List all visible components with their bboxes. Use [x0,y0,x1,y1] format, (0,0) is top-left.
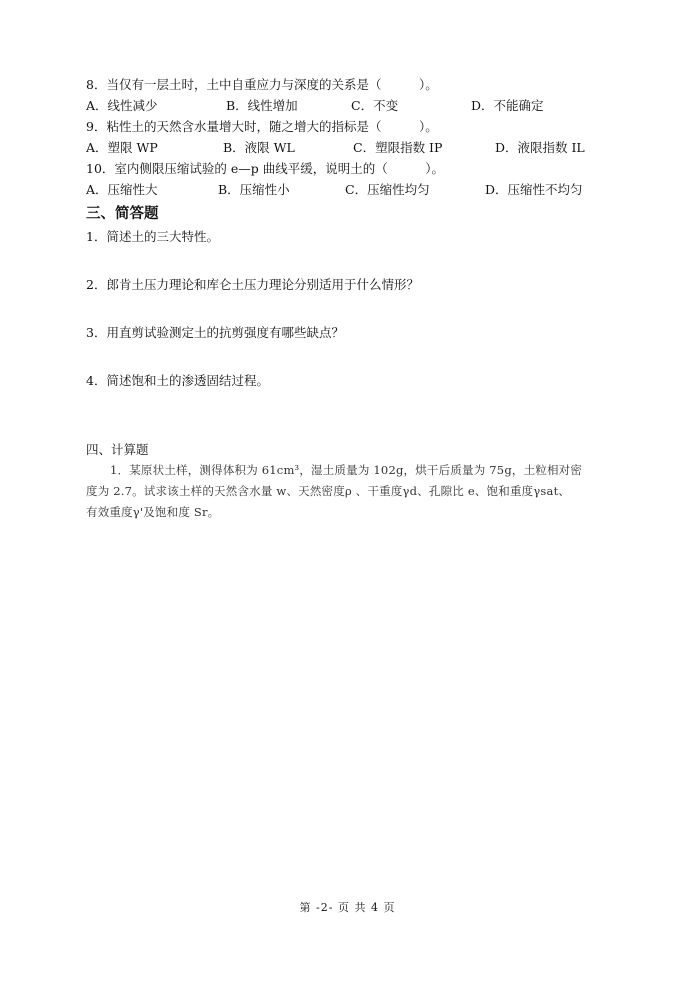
question-10-options [86,179,646,200]
question-8-option-c: C．不变 [351,98,399,113]
short-answer-4: 4．简述饱和土的渗透固结过程。 [86,373,269,388]
question-10-option-c: C．压缩性均匀 [345,182,430,197]
calculation-problem-1 [86,460,646,523]
question-10-stem: 10．室内侧限压缩试验的 e—p 曲线平缓，说明土的（ ）。 [86,161,445,176]
question-9-option-c: C．塑限指数 IP [353,140,443,155]
question-9-stem: 9．粘性土的天然含水量增大时，随之增大的指标是（ ）。 [86,119,438,134]
page-footer: 第 -2- 页 共 4 页 [299,901,396,914]
question-9-option-d: D．液限指数 IL [495,140,585,155]
question-9-option-b: B．液限 WL [223,140,295,155]
question-8-stem: 8．当仅有一层土时，土中自重应力与深度的关系是（ ）。 [86,77,438,92]
question-8-options [86,95,646,116]
question-9-options [86,137,646,158]
question-10-option-a: A．压缩性大 [86,182,158,197]
question-8-option-b: B．线性增加 [226,98,298,113]
short-answer-2: 2．郎肯土压力理论和库仑土压力理论分别适用于什么情形？ [86,277,419,292]
page-content [86,74,646,523]
section-4-title: 四、计算题 [86,442,149,457]
problem-line-2: 度为 2.7。试求该土样的天然含水量 w、天然密度ρ 、干重度γd、孔隙比 e、饱和重度γsat、 [86,484,571,498]
short-answer-1: 1．简述土的三大特性。 [86,229,219,244]
question-10-option-d: D．压缩性不均匀 [485,182,583,197]
problem-line-1: 1．某原状土样，测得体积为 61cm³，湿土质量为 102g，烘干后质量为 75g，土粒相对密 [110,463,583,477]
short-answer-3: 3．用直剪试验测定土的抗剪强度有哪些缺点？ [86,325,344,340]
question-8-option-a: A．线性减少 [86,98,158,113]
section-3-title: 三、简答题 [86,205,159,222]
question-9-option-a: A．塑限 WP [86,140,158,155]
question-8-option-d: D．不能确定 [471,98,544,113]
question-10-option-b: B．压缩性小 [218,182,290,197]
problem-line-3: 有效重度γ'及饱和度 Sr。 [86,505,220,519]
